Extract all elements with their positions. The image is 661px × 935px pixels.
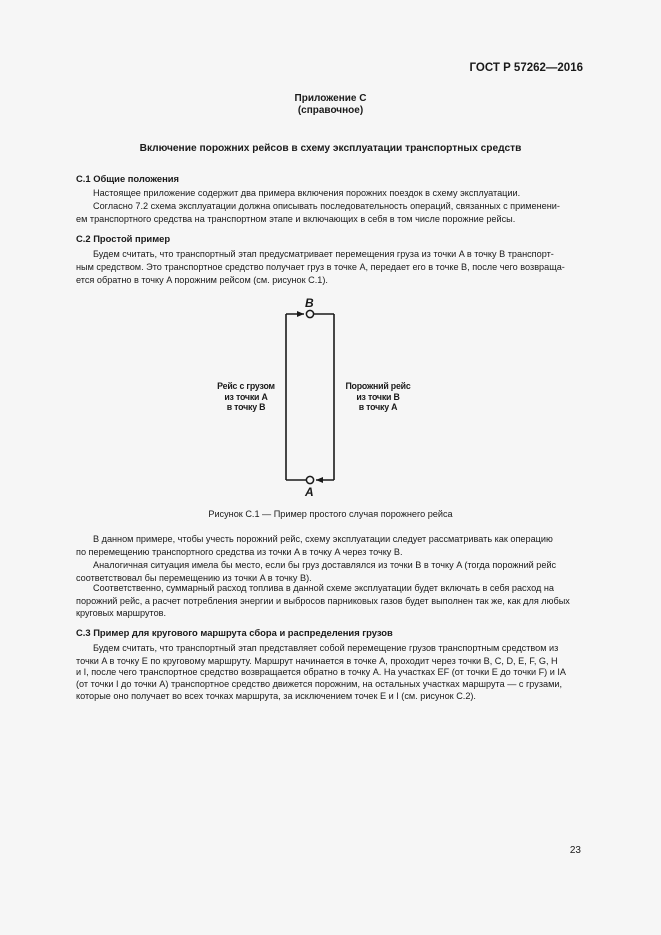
point-b-marker — [306, 310, 313, 317]
left-label-line: из точки A — [224, 391, 268, 402]
paragraph-line: которые оно получает во всех точках маршрута, за исключением точек E и I (см. рисунок С.2). — [76, 691, 476, 701]
section-c2-title: С.2 Простой пример — [76, 233, 171, 244]
paragraph-line: и I, после чего транспортное средство возвращается обратно в точку A. На участках EF (от точки E до точки F) и IA — [76, 667, 566, 677]
paragraph-line: Согласно 7.2 схема эксплуатации должна описывать последовательность операций, связанных с применени- — [93, 201, 560, 211]
left-route-label — [206, 381, 286, 413]
annex-subtitle: (справочное) — [297, 105, 364, 116]
figure-caption: Рисунок С.1 — Пример простого случая порожнего рейса — [208, 509, 453, 519]
paragraph-line: порожний рейс, а расчет потребления энергии и выбросов парниковых газов будет выполнен так же, как для любых — [76, 596, 570, 606]
paragraph-line: Будем считать, что транспортный этап представляет собой перемещение грузов транспортным средством из — [93, 643, 559, 653]
right-route-label — [336, 381, 420, 413]
paragraph-line: (от точки I до точки A) транспортное средство движется порожним, на остальных участках маршрута — с грузами, — [76, 679, 562, 689]
annex-heading: Включение порожних рейсов в схему эксплуатации транспортных средств — [139, 143, 522, 154]
paragraph-line: ется обратно в точку A порожним рейсом (см. рисунок С.1). — [76, 275, 328, 285]
paragraph-line: Аналогичная ситуация имела бы место, если бы груз доставлялся из точки B в точку A (тогда порожний рейс — [93, 560, 557, 570]
left-label-line: в точку B — [226, 402, 266, 412]
point-a-marker — [306, 476, 313, 483]
paragraph-line: Будем считать, что транспортный этап предусматривает перемещения груза из точки A в точку B транспорт- — [93, 249, 554, 259]
paragraph-line: круговых маршрутов. — [76, 608, 167, 618]
right-label-line: Порожний рейс — [345, 381, 411, 391]
page-number: 23 — [569, 845, 581, 856]
paragraph-line: ным средством. Это транспортное средство получает груз в точке A, передает его в точке B, после чего возвраща- — [76, 262, 565, 272]
paragraph-line: В данном примере, чтобы учесть порожний рейс, схему эксплуатации следует рассматривать как операцию — [93, 534, 553, 544]
paragraph-line: по перемещению транспортного средства из точки A в точку A через точку B. — [76, 547, 403, 557]
standard-code: ГОСТ Р 57262—2016 — [469, 62, 583, 74]
point-a-label: A — [305, 485, 314, 499]
paragraph-line: ем транспортного средства на транспортном этапе и включающих в себя в том числе порожние рейсы. — [76, 214, 516, 224]
point-b-label: B — [305, 296, 314, 310]
section-c1-title: С.1 Общие положения — [76, 173, 179, 184]
section-c3-title: С.3 Пример для кругового маршрута сбора и распределения грузов — [76, 627, 393, 638]
right-label-line: в точку A — [358, 402, 398, 412]
paragraph-line: Соответственно, суммарный расход топлива в данной схеме эксплуатации будет включать в себя расход на — [93, 583, 554, 593]
paragraph-line: Настоящее приложение содержит два примера включения порожних поездок в схему эксплуатации. — [93, 188, 521, 198]
paragraph-line: точки A в точку E по круговому маршруту. Маршрут начинается в точке A, проходит через точки B, C, D, E, F, G, H — [76, 656, 558, 666]
paragraph-line: соответствовал бы перемещению из точки A в точку B). — [76, 573, 312, 583]
annex-title: Приложение С — [294, 93, 367, 104]
left-label-line: Рейс с грузом — [217, 381, 275, 391]
right-label-line: из точки B — [356, 391, 400, 402]
